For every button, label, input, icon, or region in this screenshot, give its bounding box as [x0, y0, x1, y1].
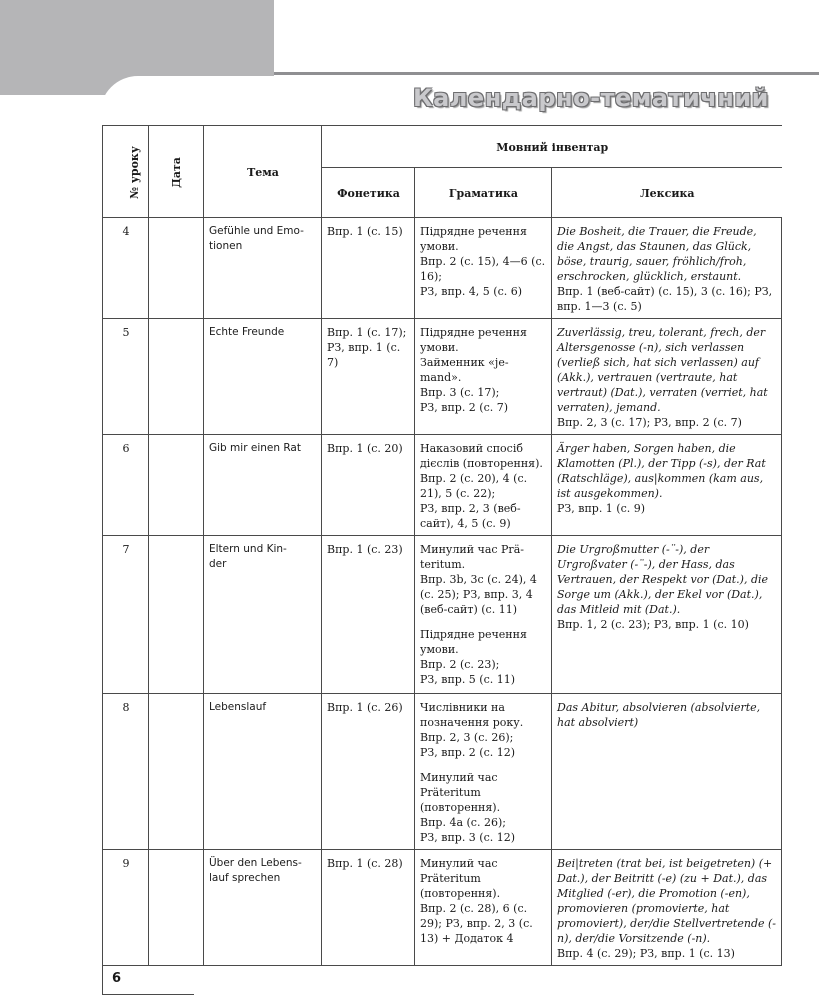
grammar-line: РЗ, впр. 5 (с. 11)	[420, 673, 516, 686]
grammar-line: Впр. 3 (с. 17);	[420, 386, 500, 399]
header-date-label: Дата	[169, 157, 183, 188]
table-row	[103, 218, 782, 319]
table-row	[103, 319, 782, 435]
lesson-phonetics: Впр. 1 (с. 28)	[322, 850, 415, 966]
grammar-line: Впр. 2 (с. 23);	[420, 658, 500, 671]
lesson-date	[149, 536, 204, 694]
lesson-lexis	[552, 435, 782, 536]
lesson-number: 5	[103, 319, 149, 435]
lesson-phonetics: Впр. 1 (с. 15)	[322, 218, 415, 319]
lexis-vocabulary: Die Urgroßmutter (-¨-), der Urgroßvater (-¨-), der Hass, das Vertrauen, der Respekt vor (Dat.), die Sorge um (Akk.), der Ekel vor (Dat.), das Mitleid mit (Dat.).	[557, 543, 769, 616]
table-row	[103, 536, 782, 694]
grammar-line: Минулий час Prä-teritum.	[420, 543, 524, 571]
lesson-topic: Lebenslauf	[204, 694, 322, 850]
grammar-line: Підрядне речення умови.	[420, 225, 527, 253]
lexis-vocabulary: Die Bosheit, die Trauer, die Freude, die Angst, das Staunen, das Glück, böse, traurig, sauer, fröhlich/froh, erschrocken, glücklich, erstaunt.	[557, 225, 757, 283]
lexis-vocabulary: Das Abitur, absolvieren (absolvierte, hat absolviert)	[557, 701, 761, 729]
lesson-grammar	[415, 319, 552, 435]
lesson-topic: Gib mir einen Rat	[204, 435, 322, 536]
lesson-grammar	[415, 694, 552, 850]
grammar-line: РЗ, впр. 3 (с. 12)	[420, 831, 516, 844]
lesson-lexis	[552, 850, 782, 966]
lesson-date	[149, 319, 204, 435]
grammar-line: РЗ, впр. 2, 3 (веб-сайт), 4, 5 (с. 9)	[420, 502, 521, 530]
header-phonetics: Фонетика	[322, 168, 415, 218]
lesson-plan-table	[102, 125, 782, 966]
header-lesson-number-label: № уроку	[127, 146, 141, 199]
lesson-lexis	[552, 694, 782, 850]
grammar-line: Впр. 2, 3 (с. 26);	[420, 731, 514, 744]
header-topic: Тема	[204, 126, 322, 218]
lexis-references: Впр. 4 (с. 29); РЗ, впр. 1 (с. 13)	[557, 947, 735, 960]
grammar-line: Наказовий спосіб дієслів (повторення).	[420, 442, 543, 470]
lesson-number: 7	[103, 536, 149, 694]
header-date	[149, 126, 204, 218]
header-rule	[274, 72, 819, 75]
grammar-line: Впр. 2 (с. 28), 6 (с. 29); РЗ, впр. 2, 3 (с. 13) + Додаток 4	[420, 902, 533, 945]
grammar-line: Числівники на позначення року.	[420, 701, 524, 729]
header-grammar: Граматика	[415, 168, 552, 218]
page-title: Календарно-тематичний	[413, 84, 769, 112]
lesson-number: 4	[103, 218, 149, 319]
header-lexis: Лексика	[552, 168, 782, 218]
lesson-grammar	[415, 435, 552, 536]
header-language-inventory: Мовний інвентар	[322, 126, 782, 168]
lexis-references: Впр. 2, 3 (с. 17); РЗ, впр. 2 (с. 7)	[557, 416, 742, 429]
grammar-line: Займенник «je-mand».	[420, 356, 509, 384]
lexis-vocabulary: Zuverlässig, treu, tolerant, frech, der Altersgenosse (-n), sich verlassen (verließ sich, hat sich verlassen) auf (Akk.), vertrauen (vertraute, hat vertraut) (Dat.), verraten (verriet, hat verraten), jemand.	[557, 326, 768, 414]
lexis-references: Впр. 1 (веб-сайт) (с. 15), 3 (с. 16); РЗ, впр. 1—3 (с. 5)	[557, 285, 773, 313]
lesson-lexis	[552, 536, 782, 694]
lesson-phonetics: Впр. 1 (с. 26)	[322, 694, 415, 850]
grammar-line: Підрядне речення умови.	[420, 326, 527, 354]
lesson-topic: Über den Lebens- lauf sprechen	[204, 850, 322, 966]
grammar-line: Підрядне речення умови.	[420, 628, 527, 656]
lesson-topic: Eltern und Kin- der	[204, 536, 322, 694]
grammar-line: Впр. 3b, 3c (с. 24), 4 (с. 25); РЗ, впр. 3, 4 (веб-сайт) (с. 11)	[420, 573, 537, 616]
grammar-line: Впр. 2 (с. 15), 4—6 (с. 16);	[420, 255, 546, 283]
grammar-line: РЗ, впр. 2 (с. 12)	[420, 746, 516, 759]
lesson-date	[149, 435, 204, 536]
grammar-line: Минулий час Präteritum (повторення).	[420, 857, 501, 900]
header-lesson-number	[103, 126, 149, 218]
page-number: 6	[112, 971, 122, 986]
header-curve	[100, 76, 290, 116]
table-row	[103, 850, 782, 966]
lesson-grammar	[415, 218, 552, 319]
lesson-lexis	[552, 218, 782, 319]
lesson-date	[149, 850, 204, 966]
grammar-line: Минулий час Präteritum (повторення).	[420, 771, 501, 814]
lesson-date	[149, 218, 204, 319]
lesson-number: 6	[103, 435, 149, 536]
grammar-spacer	[420, 617, 547, 627]
lesson-lexis	[552, 319, 782, 435]
table-row	[103, 435, 782, 536]
grammar-line: Впр. 2 (с. 20), 4 (с. 21), 5 (с. 22);	[420, 472, 528, 500]
lesson-topic: Gefühle und Emo- tionen	[204, 218, 322, 319]
grammar-line: Впр. 4a (с. 26);	[420, 816, 506, 829]
lesson-phonetics: Впр. 1 (с. 23)	[322, 536, 415, 694]
lesson-number: 9	[103, 850, 149, 966]
lexis-references: Впр. 1, 2 (с. 23); РЗ, впр. 1 (с. 10)	[557, 618, 749, 631]
footer-horizontal-rule	[102, 994, 194, 995]
lesson-number: 8	[103, 694, 149, 850]
lexis-references: РЗ, впр. 1 (с. 9)	[557, 502, 646, 515]
footer-vertical-rule	[102, 965, 103, 995]
table-row	[103, 694, 782, 850]
lexis-vocabulary: Ärger haben, Sorgen haben, die Klamotten (Pl.), der Tipp (-s), der Rat (Ratschläge), aus|kommen (kam aus, ist ausgekommen).	[557, 442, 766, 500]
grammar-spacer	[420, 760, 547, 770]
lesson-grammar	[415, 850, 552, 966]
lesson-grammar	[415, 536, 552, 694]
lesson-date	[149, 694, 204, 850]
grammar-line: РЗ, впр. 4, 5 (с. 6)	[420, 285, 523, 298]
lexis-vocabulary: Bei|treten (trat bei, ist beigetreten) (+ Dat.), der Beitritt (-e) (zu + Dat.), das Mitglied (-er), die Promotion (-en), promovieren (promovierte, hat promoviert), der/die Stellvertretende (-n), der/die Vorsitzende (-n).	[557, 857, 777, 945]
grammar-line: РЗ, впр. 2 (с. 7)	[420, 401, 509, 414]
lesson-topic: Echte Freunde	[204, 319, 322, 435]
lesson-phonetics: Впр. 1 (с. 20)	[322, 435, 415, 536]
lesson-phonetics: Впр. 1 (с. 17); РЗ, впр. 1 (с. 7)	[322, 319, 415, 435]
